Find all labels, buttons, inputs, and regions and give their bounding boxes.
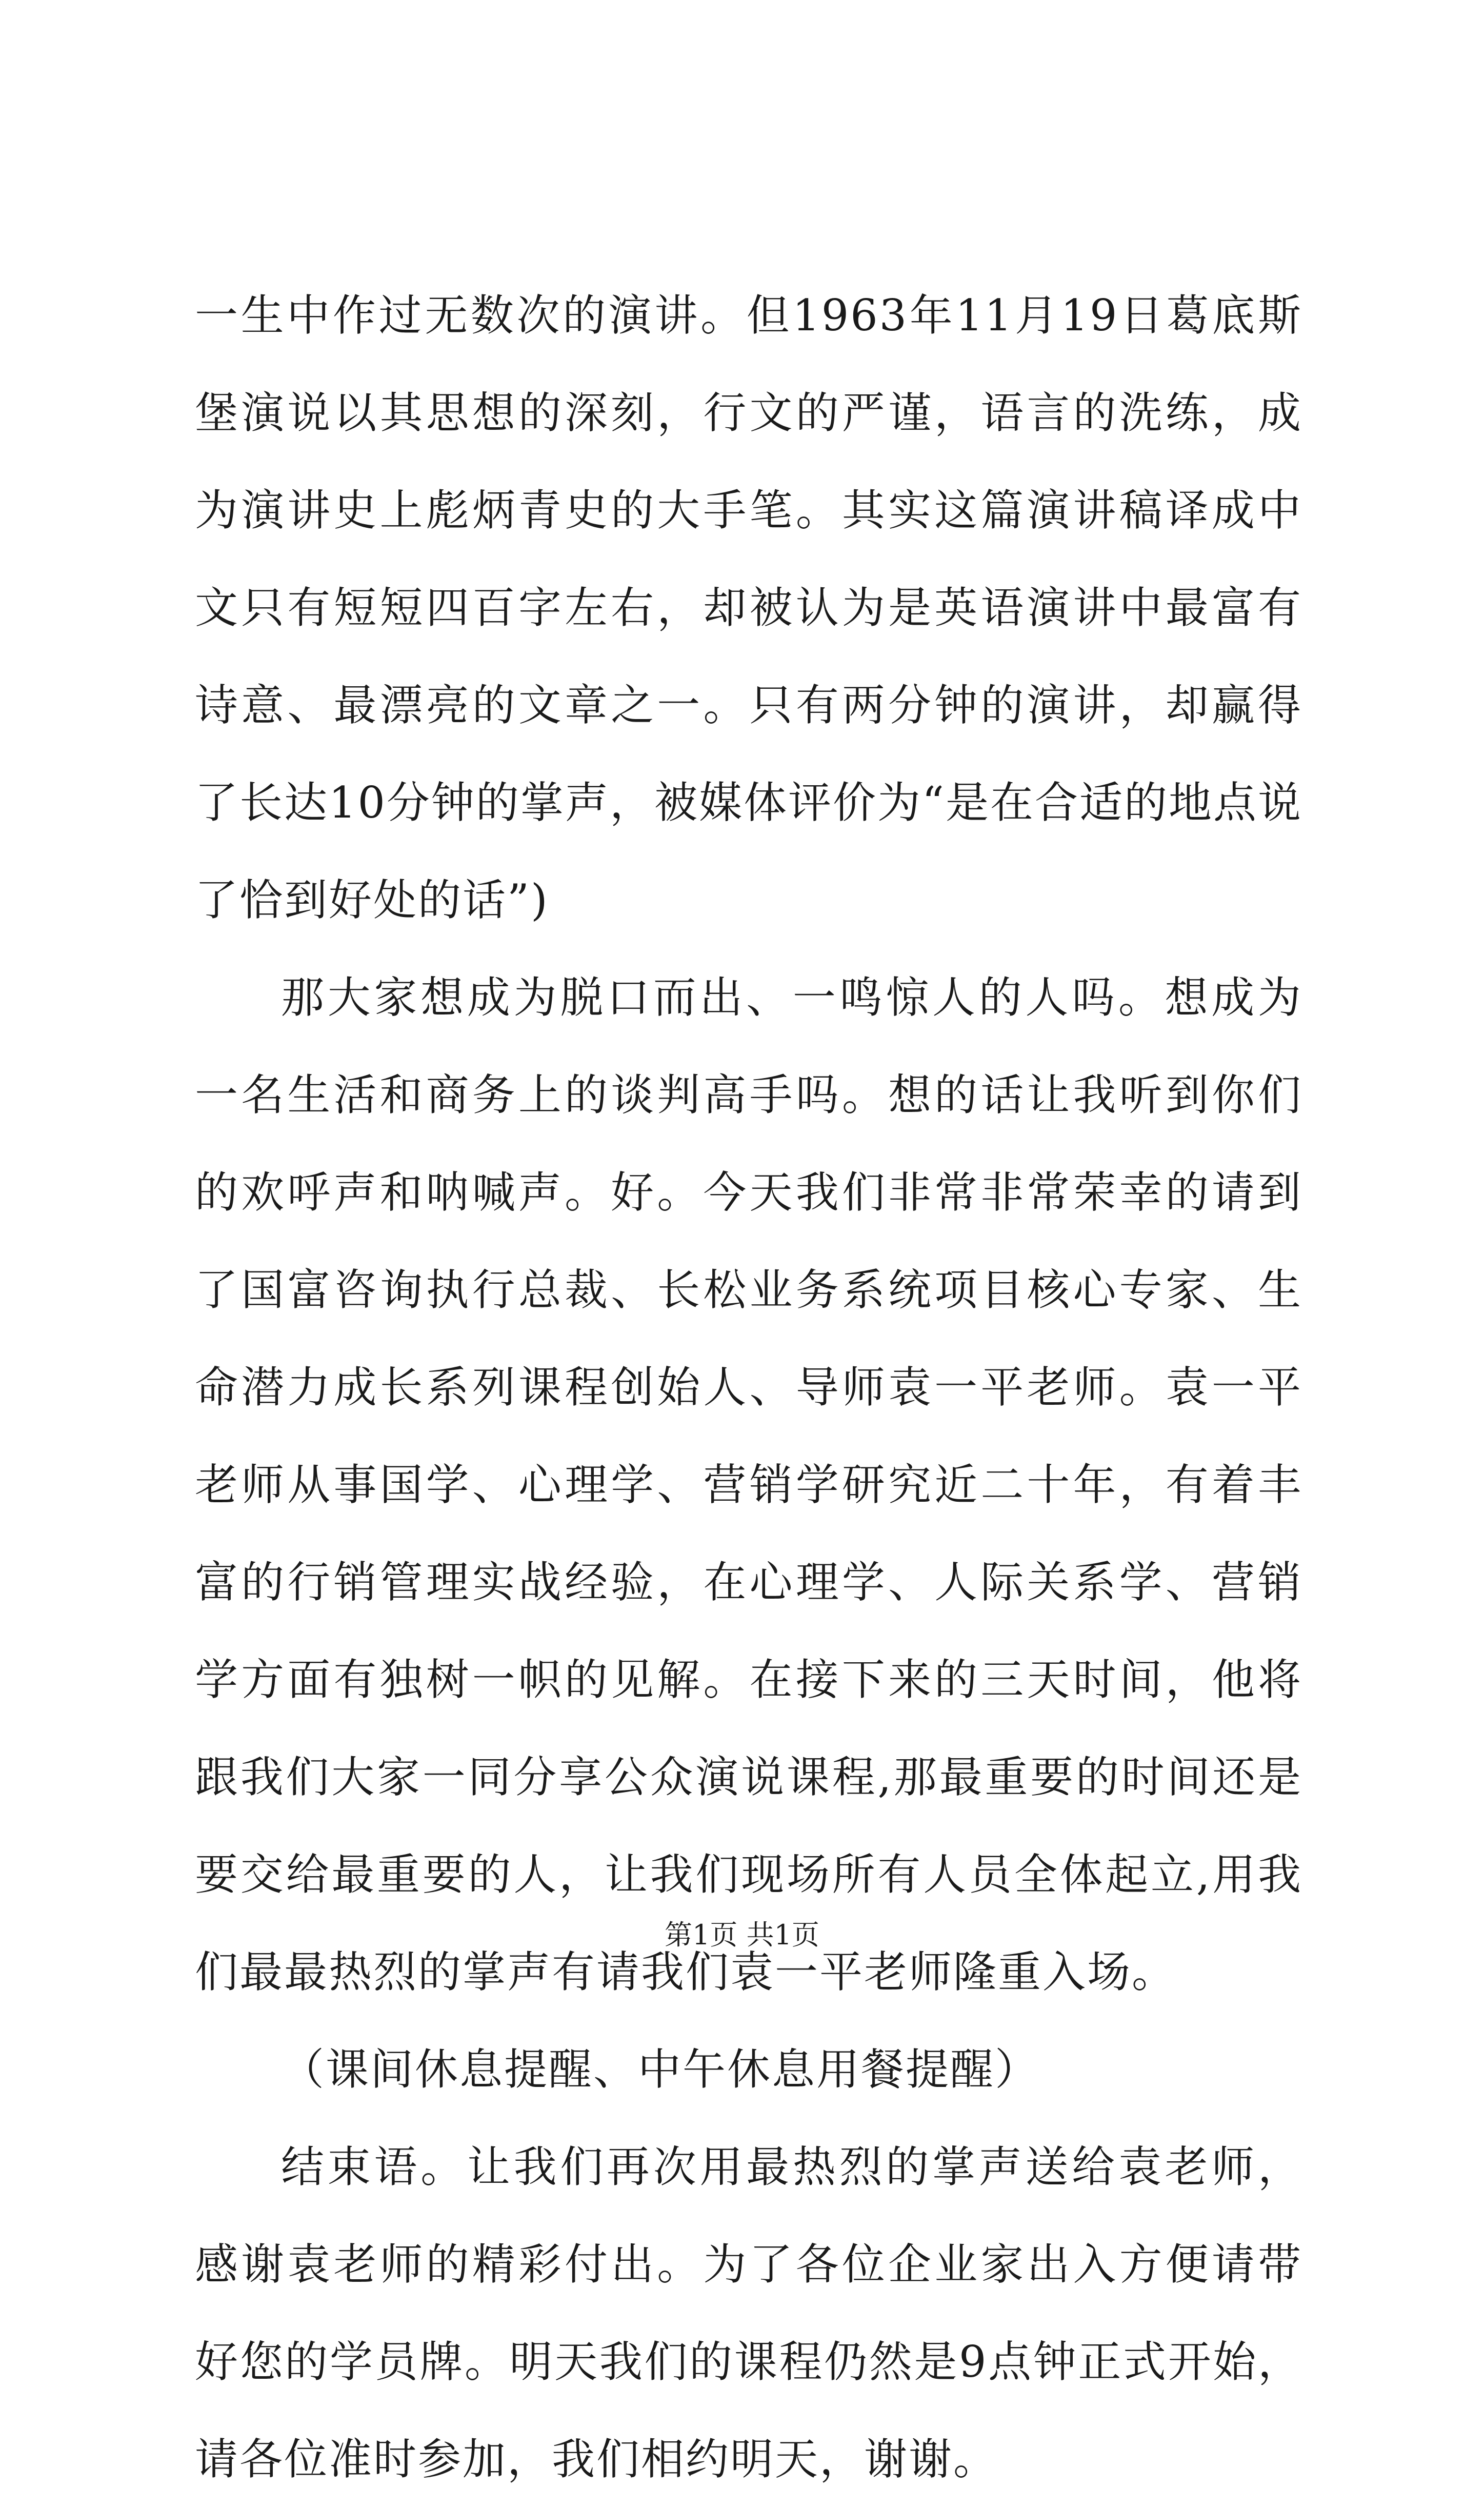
paragraph-1: 一生中作过无数次的演讲。但1963年11月19日葛底斯堡演说以其思想的深刻，行文的严谨，语言的洗练，成为演讲史上彪炳青史的大手笔。其实这篇演讲稿译成中文只有短短四百字左右，却被认为是英语演讲中最富有诗意、最漂亮的文章之一。只有两分钟的演讲，却赢得了长达10分钟的掌声，被媒体评价为“是在合适的地点说了恰到好处的话”) bbox=[195, 290, 1302, 925]
paragraph-2: 那大家想成为脱口而出、一鸣惊人的人吗。想成为一名生活和商务上的谈判高手吗。想的话让我听到你们的欢呼声和呐喊声。好。今天我们非常非常荣幸的请到了国富咨询执行总裁、长松业务系统项目核心专家、生命潜力成长系列课程创始人、导师袁一平老师。袁一平老师从事国学、心理学、营销学研究近二十年，有着丰富的行销管理实战经验，在心理学、人际关系学、营销学方面有独树一帜的见解。在接下来的三天时间，他将跟我们大家一同分享公众演说课程,那最重要的时间还是要交给最重要的人，让我们现场所有人员全体起立,用我们最最热烈的掌声有请我们袁一平老师隆重入场。 bbox=[195, 972, 1302, 1997]
paragraph-3: （课间休息提醒、中午休息用餐提醒） bbox=[281, 2044, 1040, 2095]
page-footer: 第1页 共1页 bbox=[665, 1919, 819, 1951]
paragraph-4: 结束语。让我们再次用最热烈的掌声送给袁老师，感谢袁老师的精彩付出。为了各位企业家出入方便请带好您的学员牌。明天我们的课程仍然是9点钟正式开始，请各位准时参加，我们相约明天，谢谢。 bbox=[195, 2142, 1302, 2484]
document-body bbox=[195, 267, 1302, 2508]
